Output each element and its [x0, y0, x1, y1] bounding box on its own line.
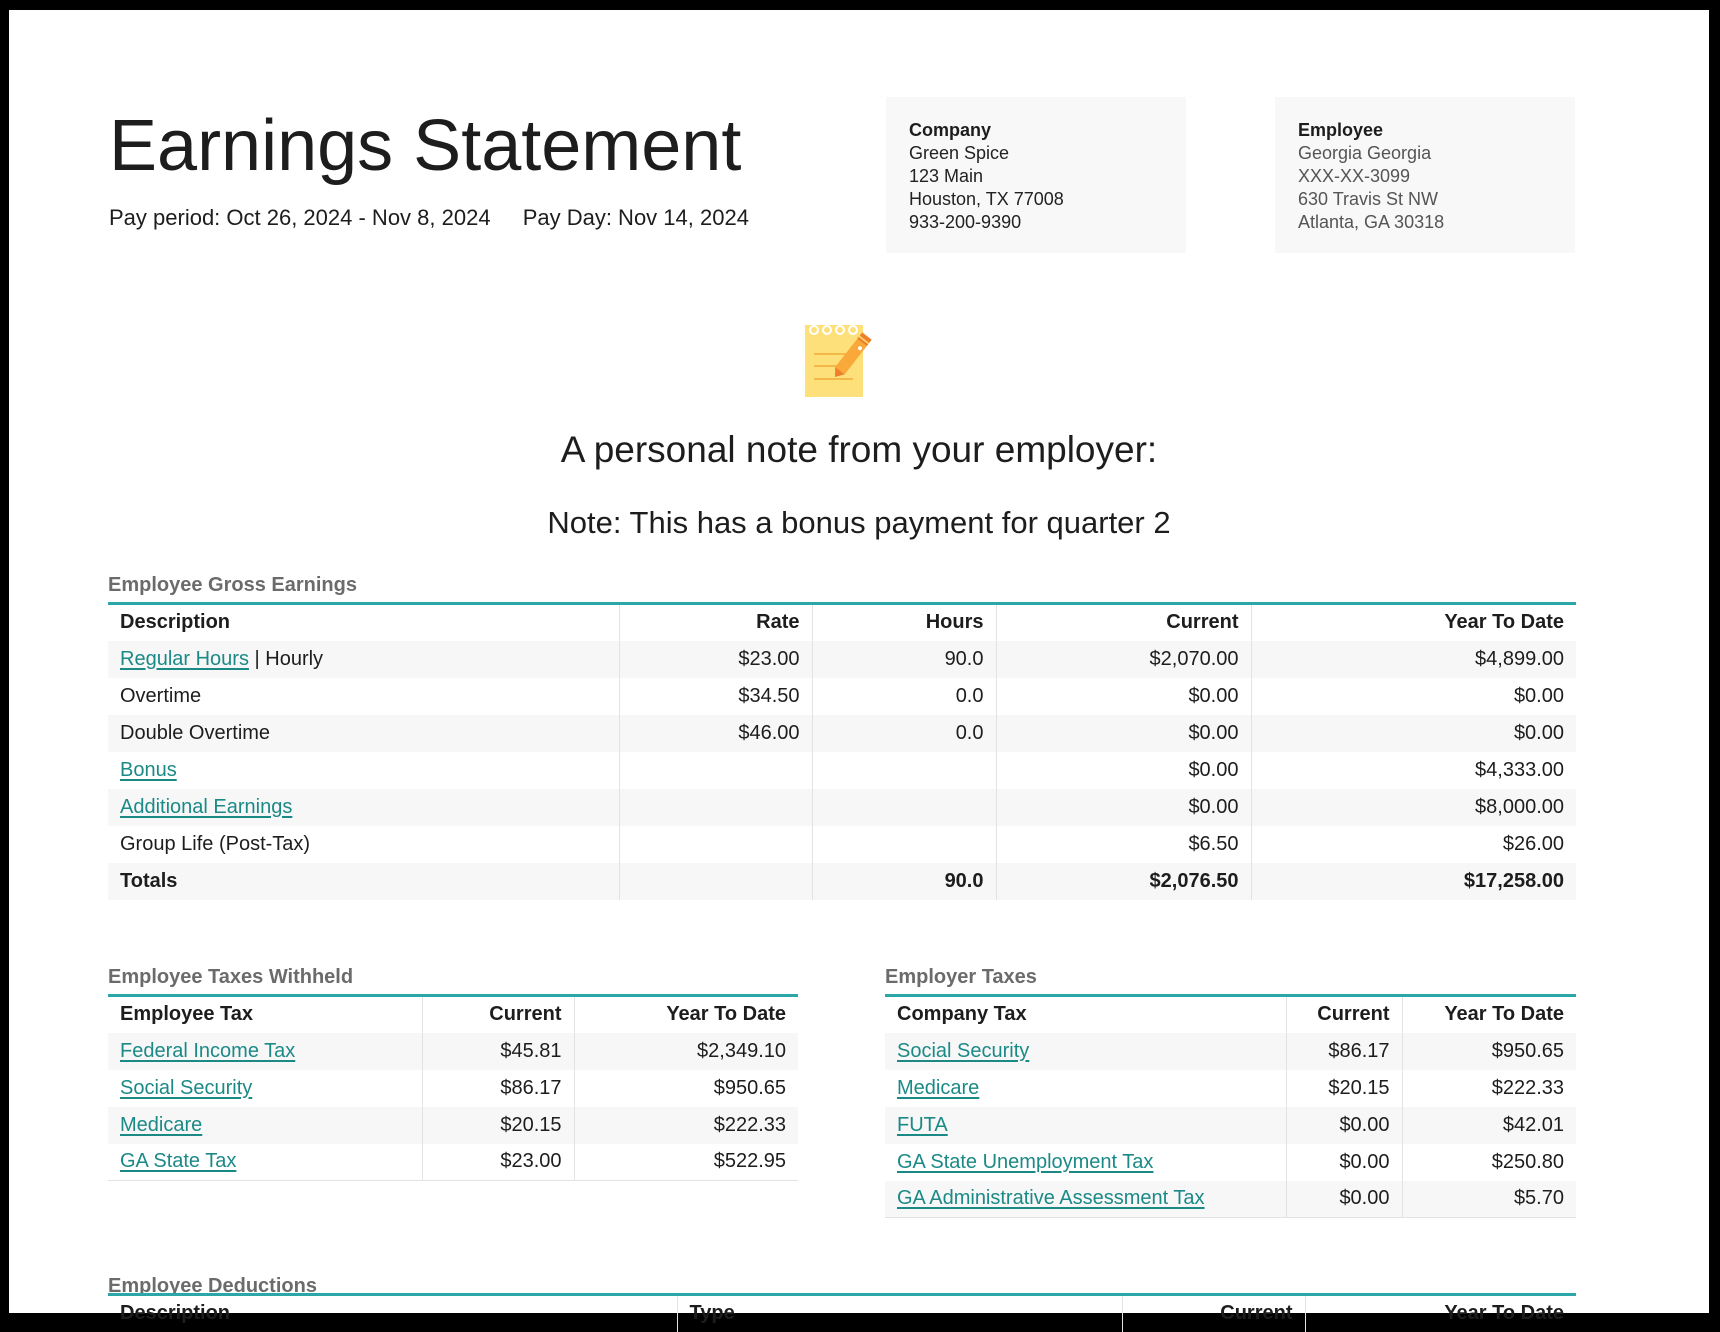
earning-rate: $23.00 — [619, 641, 812, 678]
column-header: Year To Date — [574, 996, 798, 1033]
employee-street: 630 Travis St NW — [1298, 189, 1439, 209]
earning-current: $2,070.00 — [996, 641, 1251, 678]
deductions-table — [108, 1293, 1576, 1332]
tax-name-cell — [108, 1033, 422, 1070]
table-row — [108, 1033, 798, 1070]
table-header-row — [108, 1295, 1576, 1332]
tax-current: $86.17 — [422, 1070, 574, 1107]
earning-ytd: $0.00 — [1251, 715, 1576, 752]
earning-hours: 90.0 — [812, 641, 996, 678]
gross-earnings-label: Employee Gross Earnings — [108, 574, 357, 596]
earning-description: Group Life (Post-Tax) — [120, 832, 311, 855]
tax-current: $23.00 — [422, 1144, 574, 1181]
company-phone: 933-200-9390 — [909, 212, 1022, 232]
tax-current: $0.00 — [1286, 1181, 1402, 1218]
employer-taxes-label: Employer Taxes — [885, 966, 1037, 988]
table-row — [108, 789, 1576, 826]
totals-ytd: $17,258.00 — [1251, 863, 1576, 900]
tax-name-cell — [885, 1070, 1286, 1107]
company-info-box — [886, 97, 1186, 253]
futa-link[interactable]: FUTA — [897, 1113, 948, 1136]
company-street: 123 Main — [909, 166, 984, 186]
totals-row — [108, 863, 1576, 900]
earning-description — [108, 641, 619, 678]
earning-rate — [619, 826, 812, 863]
column-header: Type — [677, 1295, 1122, 1332]
employee-ssn: XXX-XX-3099 — [1298, 166, 1411, 186]
table-row — [885, 1070, 1576, 1107]
regular-hours-link[interactable]: Regular Hours — [120, 647, 249, 670]
tax-current: $86.17 — [1286, 1033, 1402, 1070]
table-row — [885, 1181, 1576, 1218]
employee-city: Atlanta, GA 30318 — [1298, 212, 1445, 232]
employee-info-box — [1275, 97, 1575, 253]
tax-ytd: $250.80 — [1402, 1144, 1576, 1181]
tax-ytd: $2,349.10 — [574, 1033, 798, 1070]
column-header: Company Tax — [897, 1003, 1027, 1026]
additional-earnings-link[interactable]: Additional Earnings — [120, 795, 293, 818]
earning-ytd: $8,000.00 — [1251, 789, 1576, 826]
ga-state-tax-link[interactable]: GA State Tax — [120, 1150, 237, 1173]
social-security-link[interactable]: Social Security — [120, 1076, 253, 1099]
column-header: Year To Date — [1305, 1295, 1576, 1332]
tax-ytd: $222.33 — [574, 1107, 798, 1144]
earning-hours — [812, 789, 996, 826]
tax-name-cell — [108, 1144, 422, 1181]
totals-hours: 90.0 — [812, 863, 996, 900]
table-row — [108, 752, 1576, 789]
employer-medicare-link[interactable]: Medicare — [897, 1076, 980, 1099]
pay-period: Pay period: Oct 26, 2024 - Nov 8, 2024 — [109, 205, 491, 230]
tax-current: $20.15 — [422, 1107, 574, 1144]
column-header: Employee Tax — [120, 1003, 254, 1026]
earning-rate — [619, 752, 812, 789]
tax-ytd: $950.65 — [574, 1070, 798, 1107]
bonus-link[interactable]: Bonus — [120, 758, 177, 781]
column-header: Current — [422, 996, 574, 1033]
earning-current: $0.00 — [996, 678, 1251, 715]
column-header: Year To Date — [1402, 996, 1576, 1033]
ga-administrative-assessment-tax-link[interactable]: GA Administrative Assessment Tax — [897, 1187, 1205, 1210]
table-row — [885, 1107, 1576, 1144]
earnings-statement-page — [9, 10, 1709, 1325]
earning-description: Double Overtime — [120, 721, 271, 744]
column-header: Current — [1122, 1295, 1305, 1332]
totals-current: $2,076.50 — [996, 863, 1251, 900]
table-row — [108, 1144, 798, 1181]
table-row — [108, 1107, 798, 1144]
table-header-row — [108, 996, 798, 1033]
pay-day: Pay Day: Nov 14, 2024 — [522, 205, 749, 230]
company-city: Houston, TX 77008 — [909, 189, 1064, 209]
tax-current: $45.81 — [422, 1033, 574, 1070]
earning-ytd: $4,899.00 — [1251, 641, 1576, 678]
employee-name: Georgia Georgia — [1298, 143, 1432, 163]
employer-note-text: Note: This has a bonus payment for quarter 2 — [547, 505, 1171, 540]
tax-ytd: $950.65 — [1402, 1033, 1576, 1070]
federal-income-tax-link[interactable]: Federal Income Tax — [120, 1039, 296, 1062]
earning-hours — [812, 752, 996, 789]
pay-period-line — [109, 203, 749, 232]
earning-rate: $46.00 — [619, 715, 812, 752]
tax-ytd: $522.95 — [574, 1144, 798, 1181]
earning-hours: 0.0 — [812, 715, 996, 752]
tax-name-cell — [885, 1033, 1286, 1070]
tax-name-cell — [885, 1107, 1286, 1144]
earning-hours — [812, 826, 996, 863]
column-header: Current — [1286, 996, 1402, 1033]
tax-ytd: $5.70 — [1402, 1181, 1576, 1218]
taxes-withheld-table — [108, 994, 798, 1181]
tax-name-cell — [885, 1181, 1286, 1218]
tax-ytd: $222.33 — [1402, 1070, 1576, 1107]
earning-current: $6.50 — [996, 826, 1251, 863]
earning-description — [108, 752, 619, 789]
totals-label: Totals — [120, 869, 178, 892]
employer-social-security-link[interactable]: Social Security — [897, 1039, 1030, 1062]
tax-current: $0.00 — [1286, 1144, 1402, 1181]
earning-ytd: $0.00 — [1251, 678, 1576, 715]
taxes-withheld-label: Employee Taxes Withheld — [108, 966, 354, 988]
employer-taxes-table — [885, 994, 1576, 1218]
earning-ytd: $26.00 — [1251, 826, 1576, 863]
table-row — [108, 641, 1576, 678]
medicare-link[interactable]: Medicare — [120, 1113, 203, 1136]
totals-rate — [619, 863, 812, 900]
table-row — [108, 678, 1576, 715]
earning-type: | Hourly — [248, 647, 324, 670]
column-header: Description — [120, 1302, 231, 1325]
ga-state-unemployment-tax-link[interactable]: GA State Unemployment Tax — [897, 1150, 1154, 1173]
deductions-label: Employee Deductions — [108, 1275, 317, 1297]
table-row — [108, 1070, 798, 1107]
table-header-row — [885, 996, 1576, 1033]
employee-heading: Employee — [1298, 120, 1384, 140]
tax-current: $20.15 — [1286, 1070, 1402, 1107]
earning-rate — [619, 789, 812, 826]
tax-current: $0.00 — [1286, 1107, 1402, 1144]
tax-name-cell — [108, 1070, 422, 1107]
earning-current: $0.00 — [996, 715, 1251, 752]
tax-name-cell — [885, 1144, 1286, 1181]
company-heading: Company — [909, 120, 992, 140]
column-header: Hours — [812, 604, 996, 641]
notepad-pencil-icon — [805, 321, 883, 397]
column-header: Description — [120, 611, 231, 634]
column-header: Year To Date — [1251, 604, 1576, 641]
company-name: Green Spice — [909, 143, 1010, 163]
gross-earnings-table — [108, 602, 1576, 900]
employer-note-heading: A personal note from your employer: — [560, 429, 1158, 470]
table-row — [108, 826, 1576, 863]
earning-ytd: $4,333.00 — [1251, 752, 1576, 789]
earning-description — [108, 789, 619, 826]
table-row — [885, 1144, 1576, 1181]
tax-name-cell — [108, 1107, 422, 1144]
earning-current: $0.00 — [996, 752, 1251, 789]
column-header: Current — [996, 604, 1251, 641]
page-title: Earnings Statement — [109, 106, 742, 186]
earning-rate: $34.50 — [619, 678, 812, 715]
table-row — [885, 1033, 1576, 1070]
table-header-row — [108, 604, 1576, 641]
earning-hours: 0.0 — [812, 678, 996, 715]
earning-current: $0.00 — [996, 789, 1251, 826]
table-row — [108, 715, 1576, 752]
tax-ytd: $42.01 — [1402, 1107, 1576, 1144]
column-header: Rate — [619, 604, 812, 641]
earning-description: Overtime — [120, 684, 202, 707]
